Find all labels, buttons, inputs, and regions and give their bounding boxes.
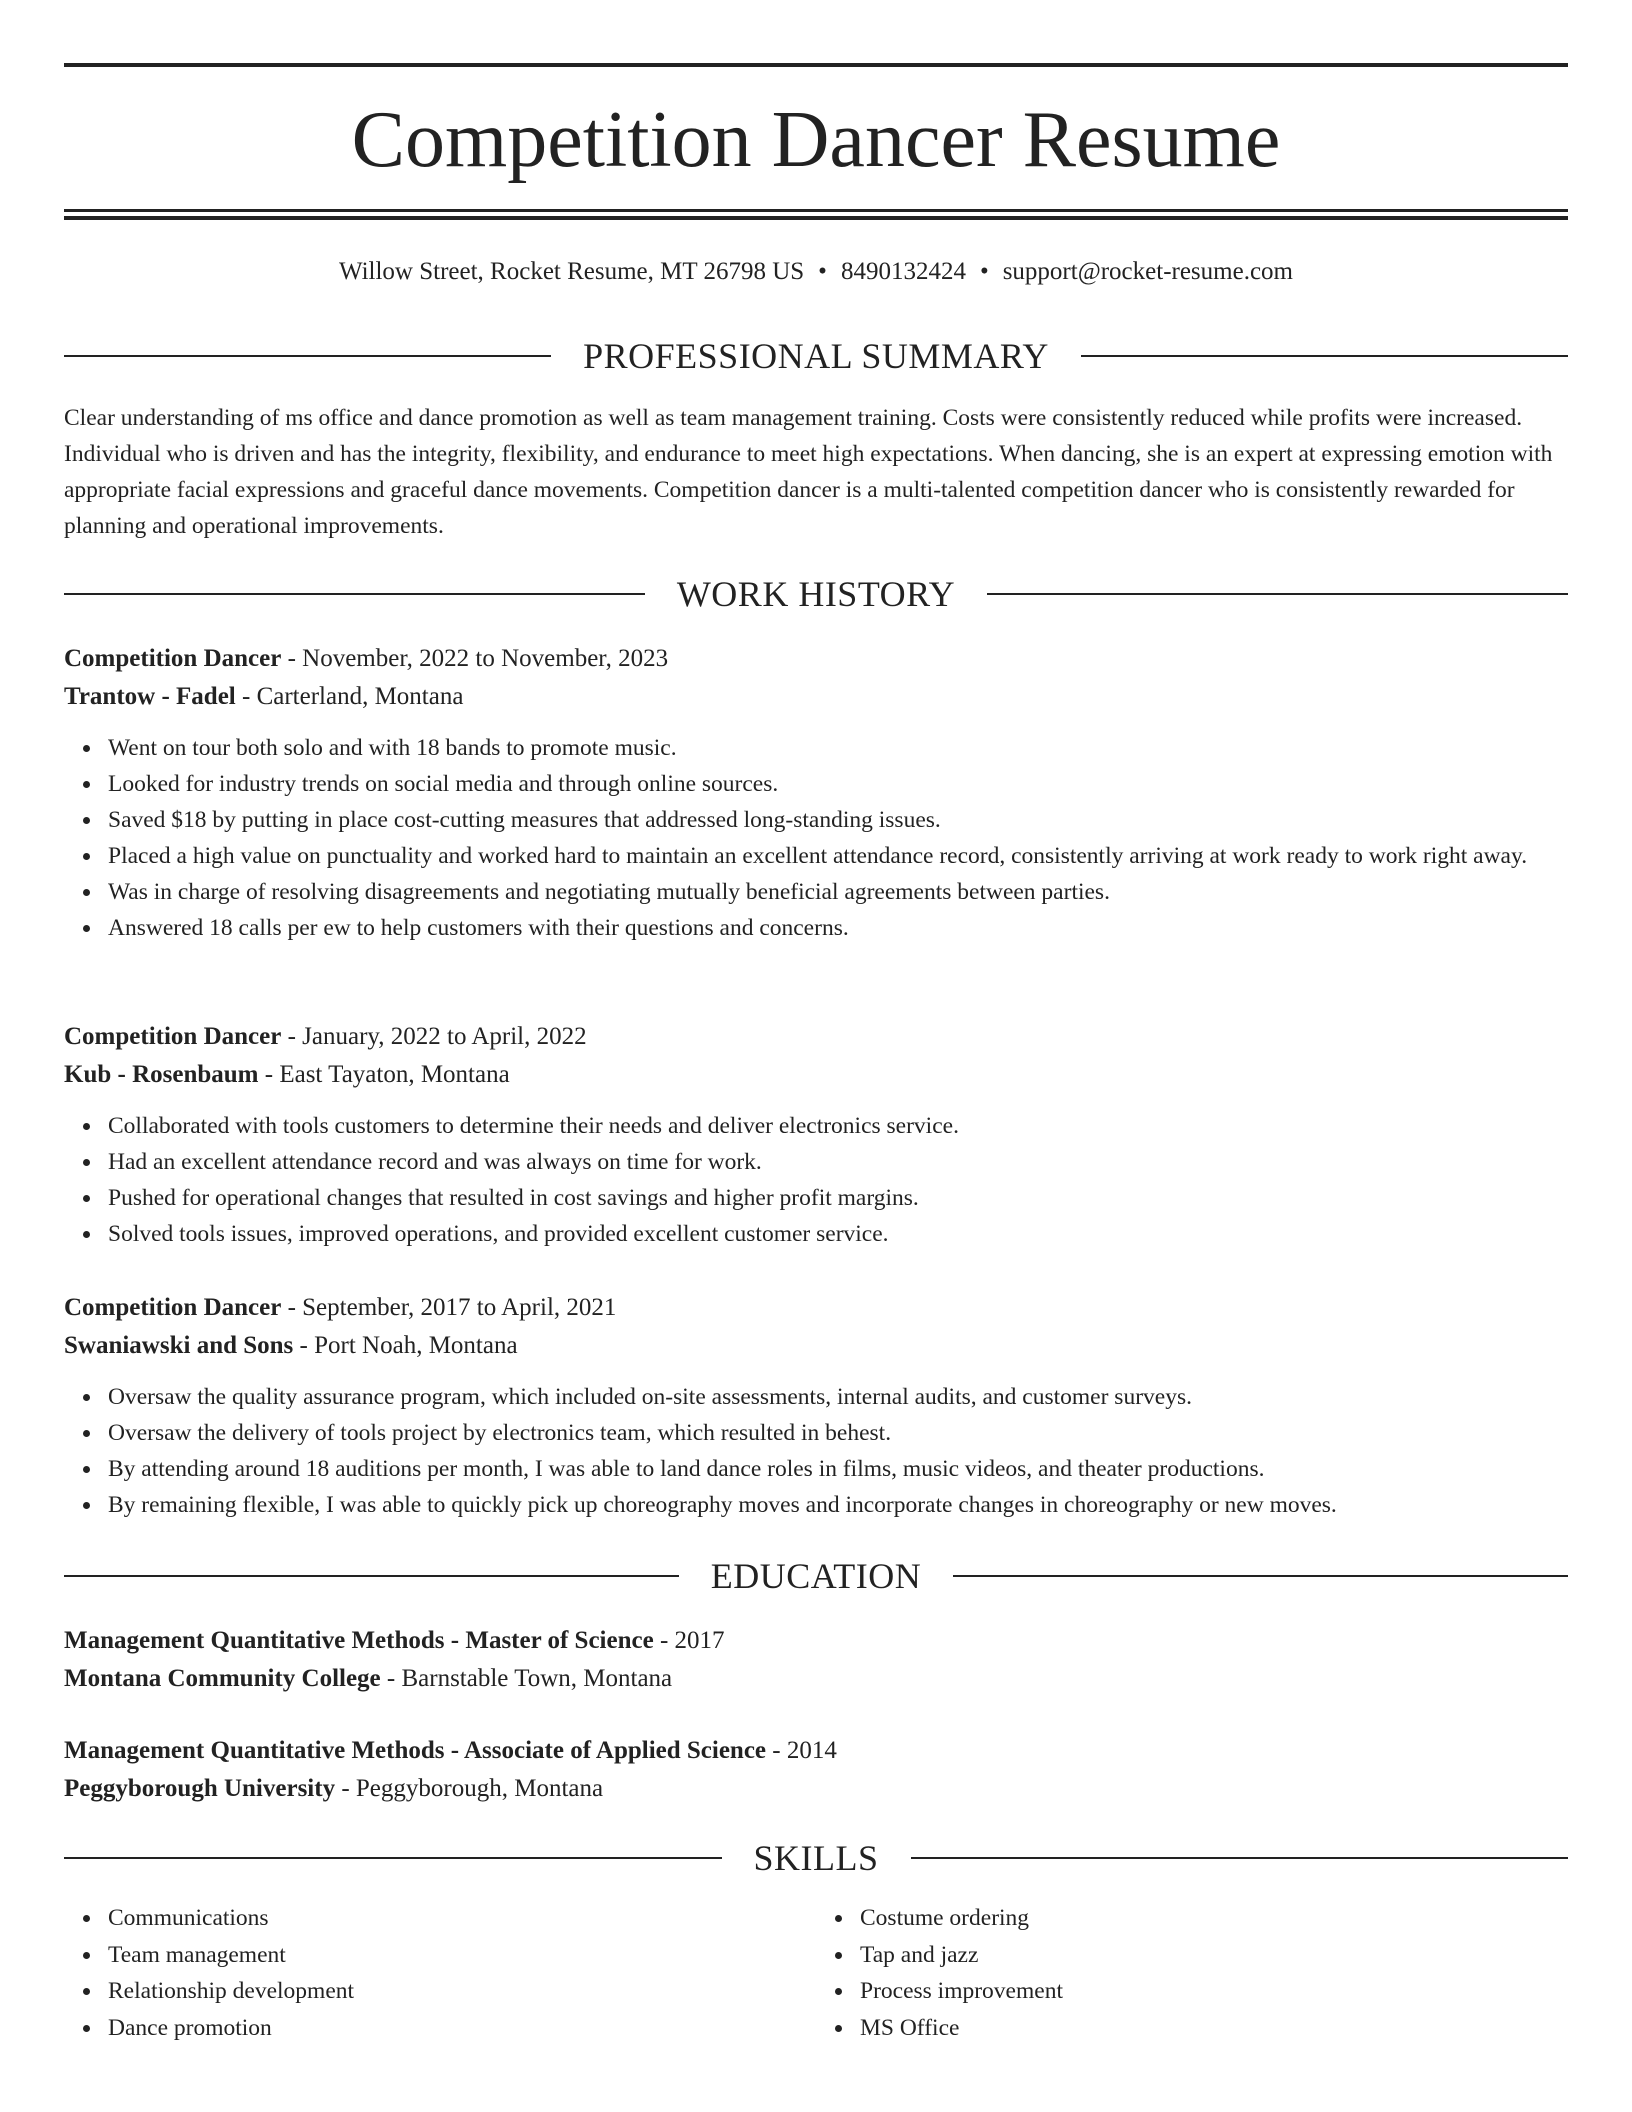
- education-school-line: [64, 1660, 1568, 1698]
- list-item: Answered 18 calls per ew to help customers with their questions and concerns.: [108, 910, 1568, 946]
- job-entry: [64, 640, 1568, 946]
- education-location: - Peggyborough, Montana: [335, 1775, 604, 1802]
- heading-rule: [64, 1575, 679, 1577]
- list-item: Solved tools issues, improved operations, and provided excellent customer service.: [108, 1216, 1568, 1252]
- contact-separator: •: [818, 258, 827, 285]
- list-item: Costume ordering: [860, 1900, 1568, 1937]
- list-item: Team management: [108, 1937, 816, 1974]
- job-dates: - September, 2017 to April, 2021: [281, 1294, 617, 1321]
- section-heading-work: [64, 574, 1568, 614]
- list-item: By remaining flexible, I was able to quickly pick up choreography moves and incorporate changes in choreography or new moves.: [108, 1487, 1568, 1523]
- job-company: Kub - Rosenbaum: [64, 1061, 259, 1088]
- job-bullets: [64, 1108, 1568, 1252]
- page-title: Competition Dancer Resume: [351, 96, 1281, 184]
- list-item: Went on tour both solo and with 18 bands to promote music.: [108, 730, 1568, 766]
- job-entry: [64, 1289, 1568, 1523]
- list-item: By attending around 18 auditions per month, I was able to land dance roles in films, music videos, and theater productions.: [108, 1451, 1568, 1487]
- job-company: Trantow - Fadel: [64, 683, 236, 710]
- job-dates: - November, 2022 to November, 2023: [281, 645, 669, 672]
- summary-text: Clear understanding of ms office and dance promotion as well as team management training. Costs were consistently reduced while profits were increased. Individual who is driven and has the integrity, flexibility, and endurance to meet high expectations. When dancing, she is an expert at expressing emotion with appropriate facial expressions and graceful dance movements. Competition dancer is a multi-talented competition dancer who is consistently rewarded for planning and operational improvements.: [64, 405, 1553, 539]
- top-rule: [64, 63, 1568, 67]
- section-heading-skills: [64, 1838, 1568, 1878]
- contact-line: [64, 254, 1568, 290]
- education-degree: Management Quantitative Methods - Associate of Applied Science: [64, 1737, 767, 1764]
- list-item: Had an excellent attendance record and was always on time for work.: [108, 1144, 1568, 1180]
- list-item: Saved $18 by putting in place cost-cutting measures that addressed long-standing issues.: [108, 802, 1568, 838]
- job-bullets: [64, 1379, 1568, 1523]
- list-item: Placed a high value on punctuality and worked hard to maintain an excellent attendance record, consistently arriving at work ready to work right away.: [108, 838, 1568, 874]
- heading-rule: [953, 1575, 1568, 1577]
- education-year: - 2014: [766, 1737, 837, 1764]
- list-item: Was in charge of resolving disagreements and negotiating mutually beneficial agreements between parties.: [108, 874, 1568, 910]
- skills-column-right: [816, 1900, 1568, 2046]
- contact-separator: •: [979, 258, 989, 285]
- section-heading-education: [64, 1556, 1568, 1596]
- education-degree-line: [64, 1622, 1568, 1660]
- education-school: Peggyborough University: [64, 1775, 336, 1802]
- section-title: SKILLS: [753, 1838, 879, 1878]
- heading-rule: [64, 1857, 722, 1859]
- job-title: Competition Dancer: [64, 1294, 282, 1321]
- contact-phone: 8490132424: [840, 258, 966, 285]
- title-rule-upper: [64, 209, 1568, 212]
- skills-list: [64, 1900, 1568, 2046]
- list-item: Collaborated with tools customers to determine their needs and deliver electronics service.: [108, 1108, 1568, 1144]
- education-entry: [64, 1622, 1568, 1698]
- job-title: Competition Dancer: [64, 645, 282, 672]
- job-company: Swaniawski and Sons: [64, 1332, 294, 1359]
- section-title: PROFESSIONAL SUMMARY: [583, 336, 1049, 376]
- section-heading-summary: [64, 336, 1568, 376]
- list-item: Oversaw the delivery of tools project by electronics team, which resulted in behest.: [108, 1415, 1568, 1451]
- job-company-line: [64, 1056, 1568, 1094]
- job-title-line: [64, 640, 1568, 678]
- heading-rule: [911, 1857, 1569, 1859]
- job-title-line: [64, 1018, 1568, 1056]
- education-degree-line: [64, 1732, 1568, 1770]
- education-degree: Management Quantitative Methods - Master of Science: [64, 1627, 654, 1654]
- education-school: Montana Community College: [64, 1665, 381, 1692]
- list-item: Looked for industry trends on social media and through online sources.: [108, 766, 1568, 802]
- section-title: WORK HISTORY: [676, 574, 956, 614]
- job-title: Competition Dancer: [64, 1023, 282, 1050]
- education-school-line: [64, 1770, 1568, 1808]
- title-rule-lower: [64, 216, 1568, 220]
- list-item: Oversaw the quality assurance program, which included on-site assessments, internal audits, and customer surveys.: [108, 1379, 1568, 1415]
- job-location: - Port Noah, Montana: [293, 1332, 518, 1359]
- education-entry: [64, 1732, 1568, 1808]
- job-location: - East Tayaton, Montana: [258, 1061, 510, 1088]
- education-year: - 2017: [653, 1627, 725, 1654]
- list-item: Relationship development: [108, 1973, 816, 2010]
- job-bullets: [64, 730, 1568, 946]
- job-company-line: [64, 678, 1568, 716]
- heading-rule: [64, 593, 645, 595]
- contact-email: support@rocket-resume.com: [1002, 258, 1293, 285]
- education-location: - Barnstable Town, Montana: [380, 1665, 673, 1692]
- skills-column-left: [64, 1900, 816, 2046]
- list-item: MS Office: [860, 2010, 1568, 2047]
- list-item: Tap and jazz: [860, 1937, 1568, 1974]
- heading-rule: [64, 355, 551, 357]
- job-company-line: [64, 1327, 1568, 1365]
- list-item: Communications: [108, 1900, 816, 1937]
- job-entry: [64, 1018, 1568, 1252]
- job-title-line: [64, 1289, 1568, 1327]
- contact-address: Willow Street, Rocket Resume, MT 26798 US: [339, 258, 805, 285]
- list-item: Pushed for operational changes that resulted in cost savings and higher profit margins.: [108, 1180, 1568, 1216]
- list-item: Process improvement: [860, 1973, 1568, 2010]
- job-location: - Carterland, Montana: [235, 683, 464, 710]
- heading-rule: [987, 593, 1568, 595]
- list-item: Dance promotion: [108, 2010, 816, 2047]
- section-title: EDUCATION: [710, 1556, 922, 1596]
- job-dates: - January, 2022 to April, 2022: [281, 1023, 587, 1050]
- heading-rule: [1081, 355, 1568, 357]
